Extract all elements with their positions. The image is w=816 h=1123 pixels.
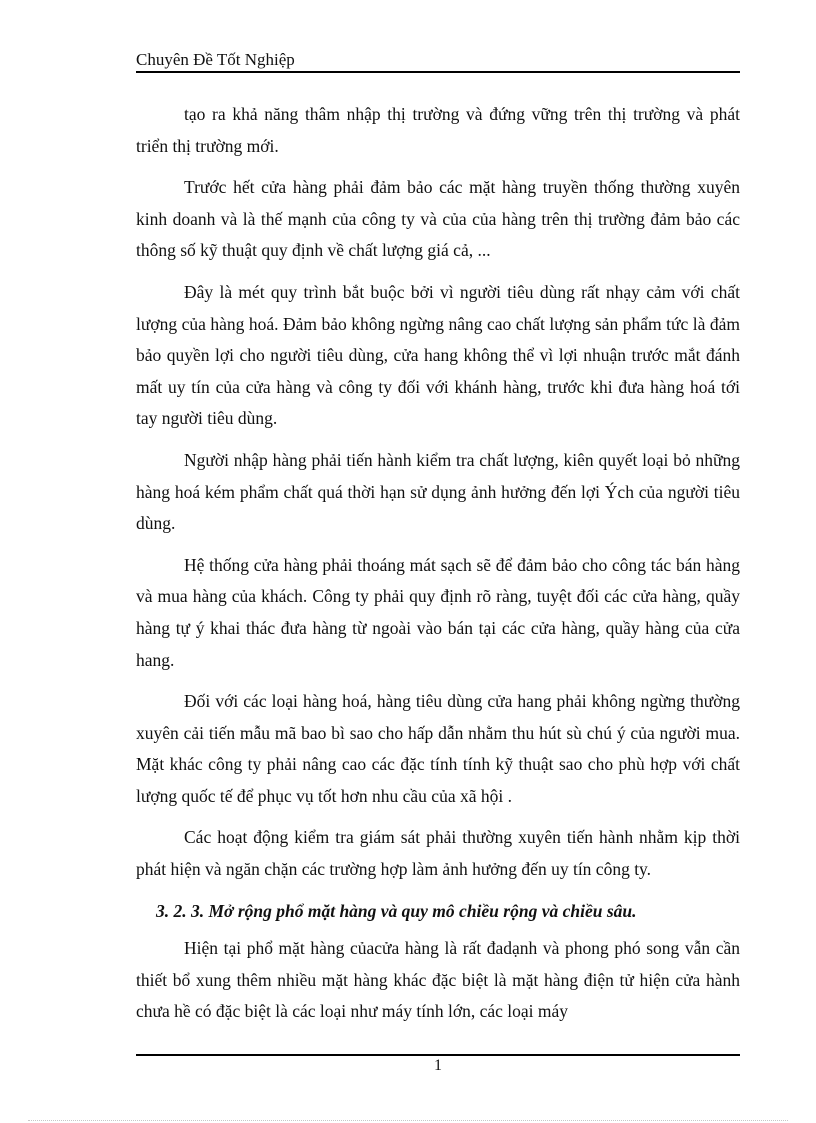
page-header-title: Chuyên Đề Tốt Nghiệp [136,50,295,69]
page-bottom-dotted-line [28,1120,788,1121]
section-heading: 3. 2. 3. Mở rộng phổ mặt hàng và quy mô chiều rộng và chiều sâu. [156,900,637,921]
paragraph-7: Các hoạt động kiểm tra giám sát phải thường xuyên tiến hành nhằm kịp thời phát hiện và ngăn chặn các trường hợp làm ảnh hưởng đến uy tín công ty. [136,827,740,880]
header-divider [136,71,740,73]
paragraph-6: Đối với các loại hàng hoá, hàng tiêu dùng cửa hang phải không ngừng thường xuyên cải tiến mẫu mã bao bì sao cho hấp dẫn nhằm thu hút sù chú ý của người mua. Mặt khác công ty phải nâng cao các đặc tính tính kỹ thuật sao cho phù hợp với chất lượng quốc tế để phục vụ tốt hơn nhu cầu của xã hội . [136,691,740,806]
paragraph-4: Người nhập hàng phải tiến hành kiểm tra chất lượng, kiên quyết loại bỏ những hàng hoá kém phẩm chất quá thời hạn sử dụng ảnh hưởng đến lợi Ých của người tiêu dùng. [136,449,740,534]
document-body [136,99,740,1038]
paragraph-5: Hệ thống cửa hàng phải thoáng mát sạch sẽ để đảm bảo cho công tác bán hàng và mua hàng của khách. Công ty phải quy định rõ ràng, tuyệt đối các cửa hàng, quầy hàng tự ý khai thác đưa hàng từ ngoài vào bán tại các cửa hàng, quầy hàng của cửa hang. [136,554,740,670]
paragraph-1: tạo ra khả năng thâm nhập thị trường và đứng vững trên thị trường và phát triển thị trường mới. [136,104,740,156]
paragraph-2: Trước hết cửa hàng phải đảm bảo các mặt hàng truyền thống thường xuyên kinh doanh và là thế mạnh của công ty và của của hàng trên thị trường đảm bảo các thông số kỹ thuật quy định về chất lượng giá cả, ... [136,177,740,261]
page-number: 1 [434,1057,442,1074]
paragraph-8: Hiện tại phổ mặt hàng củacửa hàng là rất đadạnh và phong phó song vẫn cần thiết bổ xung thêm nhiều mặt hàng khác đặc biệt là mặt hàng điện tử hiện cửa hành chưa hề có đặc biệt là các loại như máy tính lớn, các loại máy [136,938,740,1022]
paragraph-3: Đây là mét quy trình bắt buộc bởi vì người tiêu dùng rất nhạy cảm với chất lượng của hàng hoá. Đảm bảo không ngừng nâng cao chất lượng sản phẩm tức là đảm bảo quyền lợi cho người tiêu dùng, cửa hang không thể vì lợi nhuận trước mắt đánh mất uy tín của cửa hàng và công ty đối với khánh hàng, trước khi đưa hàng hoá tới tay người tiêu dùng. [136,281,740,429]
